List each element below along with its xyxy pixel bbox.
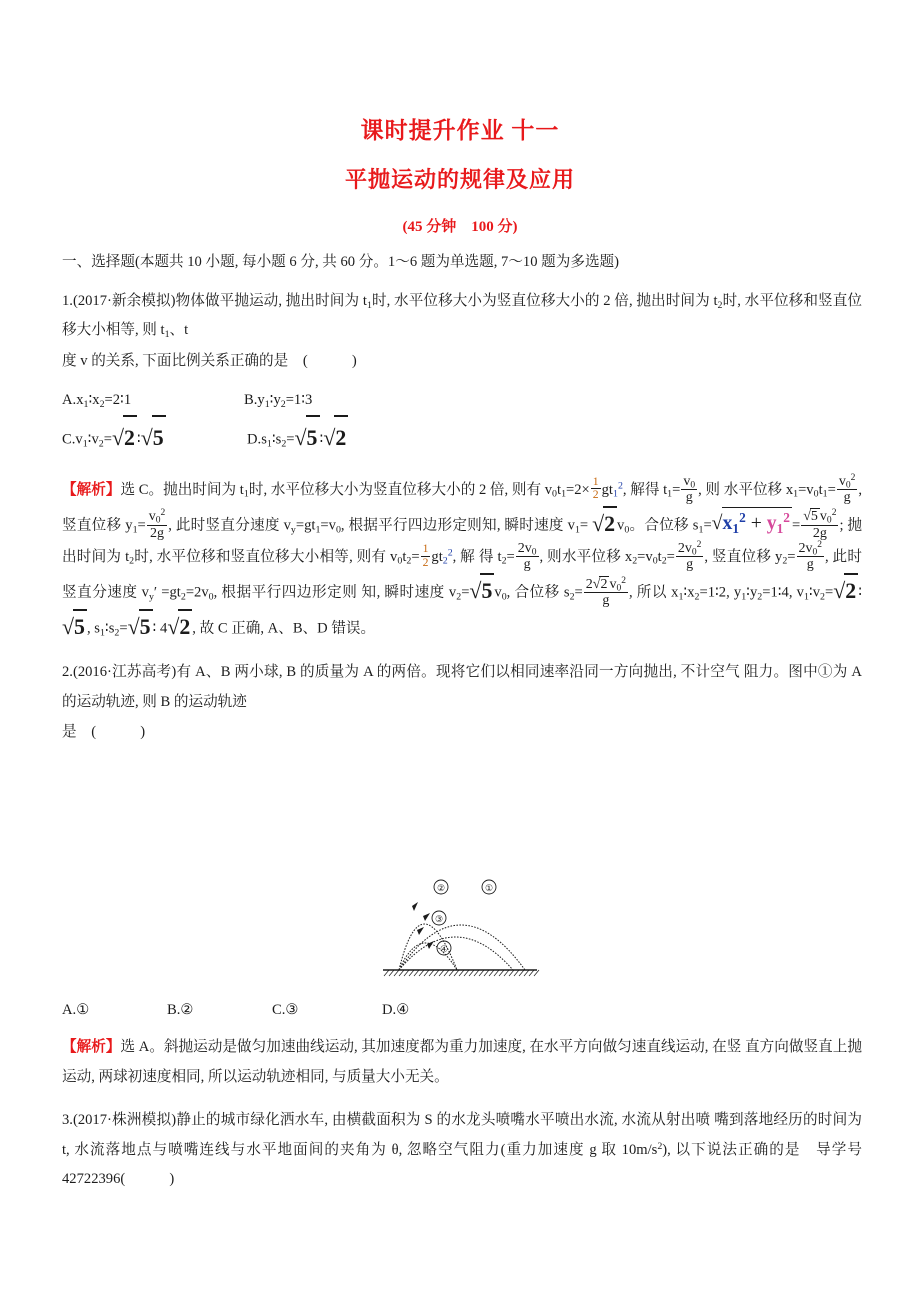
q3-source: (2017·株洲模拟) (72, 1112, 177, 1128)
q1-exp-n: , 此时竖直分速度 v (168, 517, 291, 534)
q2-option-b-text: ② (180, 1002, 194, 1018)
fraction-v0-over-g: $\frac{v_0}{g}$ (683, 473, 696, 505)
q1-option-c-tag: C. (62, 431, 76, 448)
sqrt-icon: √2 (167, 609, 192, 642)
q2-number: 2. (62, 664, 73, 681)
q1-exp-ba: , s (86, 620, 100, 637)
q1-exp-r: = (579, 517, 589, 534)
q1-number: 1. (62, 292, 73, 309)
q1-option-a-eq: =2∶1 (104, 392, 132, 408)
fraction-one-half: $\frac{1}{2}$ (422, 542, 429, 569)
sqrt-icon: √5 (128, 609, 153, 642)
question-1-stem: 1.(2017·新余模拟)物体做平抛运动, 抛出时间为 $t_1$时, 水平位移大小为竖直位移大小的 2 倍, 抛出时间为 $t_2$时, 水平位移和竖直位移大小相等, 则 $t_1$、t (62, 292, 862, 340)
q1-exp-aa: , 解 (452, 549, 475, 566)
q3-stem-sup: 2 (657, 1140, 663, 1152)
q1-exp-z: gt (431, 549, 443, 566)
q1-sub-t1: 1 (366, 299, 372, 311)
trajectory-3 (399, 937, 513, 970)
sqrt-icon: √5 (469, 573, 494, 606)
q1-option-b-lead: y (257, 392, 265, 408)
q1-exp-l: , 竖直位移 y (62, 481, 862, 534)
q1-exp-ab: 得 t (478, 549, 502, 566)
q1-exp-k: t (818, 481, 823, 498)
q1-stem-d: 、t (169, 322, 189, 338)
q1-exp-p: =v (320, 517, 336, 534)
q1-option-d-tag: D. (247, 431, 262, 448)
q1-option-d-colon: ∶ (271, 431, 276, 448)
q1-exp-x: t (402, 549, 407, 566)
q1-option-c-lead: v (75, 431, 83, 448)
q1-stem-c: 时, 水平位移和竖直位移大小相等, 则 t (62, 292, 862, 338)
sqrt-icon: √5 (295, 415, 320, 459)
trajectory-4 (399, 943, 457, 970)
q1-option-b-mid: y (273, 392, 281, 408)
q1-exp-bb: ∶s (104, 620, 115, 637)
q1-exp-ai: = (787, 549, 796, 566)
q1-option-d-eq: = (286, 431, 295, 448)
q1-stem-f: 度 v 的关系, 下面比例关系正确的是 (62, 352, 289, 369)
q2-option-b-tag: B. (167, 1002, 181, 1018)
trajectory-svg (365, 878, 555, 986)
sqrt-icon: √5 (141, 415, 166, 459)
q1-exp-m: = (137, 517, 146, 534)
arrow-traj-3b (417, 927, 424, 935)
q2-option-c-text: ③ (285, 1002, 299, 1018)
q1-option-b[interactable] (244, 385, 312, 415)
q1-exp-e: gt (601, 481, 613, 498)
q1-exp-bd: ∶ (152, 620, 157, 637)
label-1-text: ① (484, 883, 494, 893)
fraction-2sqrt2v0sq-over-g: $\frac{2√2 v_0^2}{g}$ (585, 575, 626, 609)
fraction-sqrt5v0sq-over-2g: $\frac{√5 v_0^2}{2g}$ (803, 508, 837, 541)
q2-option-d[interactable] (382, 995, 409, 1025)
q1-stem-b: 时, 水平位移大小为竖直位移大小的 2 倍, 抛出时间为 (371, 292, 710, 309)
projectile-trajectory-figure (0, 878, 920, 991)
q1-stem-a: 物体做平抛运动, 抛出时间为 t (175, 292, 367, 309)
q1-option-a-colon: ∶ (88, 392, 93, 408)
q1-option-d-mid: s (275, 431, 282, 448)
q1-exp-y: = (411, 549, 420, 566)
q1-options-row-1 (62, 385, 862, 415)
q1-option-c-colon: ∶ (87, 431, 92, 448)
q1-exp-ar: = (574, 584, 583, 601)
q3-stem-c: 取 10m/s (601, 1141, 658, 1158)
q1-exp-j: =v (798, 481, 814, 498)
q1-exp-an: 知, 瞬时速度 v (361, 584, 457, 601)
q3-stem-d: ), 以下说法正确的是 (662, 1141, 801, 1158)
q1-exp-d: =2× (566, 481, 590, 498)
q1-option-a-lead: x (76, 392, 84, 408)
q1-option-c[interactable] (62, 415, 247, 461)
q1-option-d-lead: s (261, 431, 267, 448)
sqrt-icon: √2 (833, 573, 858, 606)
q1-exp-ah: , 竖直位移 y (704, 549, 783, 566)
question-2-stem (62, 658, 862, 717)
q1-exp-o: =gt (295, 517, 316, 534)
q2-explanation-choice: 选 A。 (120, 1039, 164, 1055)
q2-stem-b: 阻力。图中①为 A 的运动轨迹, 则 B 的运动轨迹 (62, 664, 862, 710)
trajectory-2 (399, 924, 457, 970)
q1-exp-bc: = (119, 620, 128, 637)
label-2-text: ② (436, 883, 446, 893)
q1-answer-parens: ( ) (302, 352, 362, 369)
q1-exp-ax: ∶v (808, 584, 821, 601)
q1-exp-ap: v (494, 584, 502, 601)
fraction-2v0-over-g: $\frac{2v_0}{g}$ (517, 541, 537, 573)
q2-option-c[interactable] (272, 995, 382, 1025)
q1-option-b-sub1: 1 (264, 398, 270, 410)
q2-option-a-tag: A. (62, 1002, 77, 1018)
q1-option-c-eq: = (103, 431, 112, 448)
q2-option-d-text: ④ (396, 1002, 410, 1018)
q1-exp-at: ∶x (683, 584, 695, 601)
q1-option-c-mid: v (91, 431, 99, 448)
fraction-2v0sq-over-g: $\frac{2v_0^2}{g}$ (677, 540, 702, 573)
q2-option-d-tag: D. (382, 1002, 397, 1018)
q1-exp-ad: , 则水平位移 x (539, 549, 633, 566)
q1-option-a[interactable] (62, 385, 244, 415)
q1-options-row-2 (62, 415, 862, 461)
q1-option-b-tag: B. (244, 392, 258, 408)
q1-explanation: 【解析】选 C。抛出时间为 $t_1$时, 水平位移大小为竖直位移大小的 2 倍, 则有 $v_0t_1=2\times$ $\frac{1}{2}$ $gt_1^2$, 解得 $t_1=$ $\frac{v_0}{g}$ , 则 水平位移 $x_1=v_0t_1=$ $\frac{v_0^2}{g}$ , 竖直位移 $y_1=$ $\frac{v_0^2}{2g}$ , 此时竖直分速度 $v_y=gt_1=v_0$, 根据平行四边形定则知, 瞬时速度 $v_1= √2$ $v_0$。合位移 $s_1=√x_1^2 + y_1^2$ = $\frac{√5 v_0^2}{2g}$ ; 抛出时间为 $t_2$时, 水平位移和竖直位移大小相等, 则有 $v_0t_2=$ $\frac{1}{2}$ $gt_2^2$, 解 得 $t_2=$ $\frac{2v_0}{g}$ , 则水平位移 $x_2=v_0t_2=$ $\frac{2v_0^2}{g}$ , 竖直位移 $y_2=$ $\frac{2v_0^2}{g}$ , 此时竖直分速度 $v_y' =gt_2=2v_0$, 根据平行四边形定则 知, 瞬时速度 $v_2=√5$ $v_0$, 合位移 $s_2=$ $\frac{2√2 v_0^2}{g}$ , 所以 $x_1∶x_2=1∶2$, $y_1∶y_2=1∶4$, $v_1∶v_2=√2$ ∶√5 , $s_1∶s_2=√5$ ∶ 4√2 , 故 C 正确, A、B、D 错误。 (62, 474, 862, 645)
time-score-line: (45 分钟 100 分) (402, 219, 518, 235)
q2-option-a-text: ① (76, 1002, 90, 1018)
q1-option-a-sub1: 1 (83, 398, 89, 410)
q3-stem-a: 静止的城市绿化洒水车, 由横截面积为 S 的水龙头喷嘴水平喷出水流, 水流从射出喷 (176, 1112, 711, 1128)
section-heading: 一、选择题(本题共 10 小题, 每小题 6 分, 共 60 分。1～6 题为单选题, 7～10 题为多选题) (62, 254, 619, 270)
q1-exp-ao: = (461, 584, 470, 601)
fraction-one-half: $\frac{1}{2}$ (592, 474, 599, 502)
q1-exp-h: , 则 (698, 481, 721, 498)
q2-exp-line1: 斜抛运动是做匀加速曲线运动, 其加速度都为重力加速度, 在水平方向做匀速直线运动, 在竖 (163, 1039, 742, 1055)
q1-exp-ay: = (824, 584, 834, 601)
sqrt-icon: √2 (323, 415, 348, 459)
q1-option-a-mid: x (92, 392, 100, 408)
q1-option-a-sub2: 2 (99, 398, 105, 410)
q2-option-a[interactable] (62, 995, 167, 1025)
question-1-stem-end (62, 347, 862, 377)
sqrt-icon: √5 (62, 609, 87, 642)
q1-exp-a: 抛出时间为 t (163, 481, 244, 498)
q3-guide-label: 导学号 (816, 1141, 862, 1158)
question-2-stem-end (62, 718, 862, 748)
fraction-v0sq-over-g: $\frac{v_0^2}{g}$ (838, 472, 856, 505)
q1-exp-am: , 根据平行四边形定则 (213, 584, 358, 601)
page-subtitle: 平抛运动的规律及应用 (344, 167, 575, 192)
q1-exp-ag: = (666, 549, 675, 566)
sqrt-icon: √5 (803, 509, 818, 525)
sqrt-icon: √2 (112, 415, 137, 459)
q1-exp-s: v (617, 517, 625, 534)
q1-explanation-choice: 选 C。 (120, 481, 164, 498)
q2-explanation (62, 1033, 862, 1092)
q2-source: (2016·江苏高考) (72, 664, 177, 681)
q1-exp-c: t (557, 481, 562, 498)
q1-exp-az: ∶ (858, 584, 862, 601)
q1-exp-ae: =v (637, 549, 653, 566)
arrow-traj-2 (412, 902, 418, 911)
page-title: 课时提升作业 十一 (360, 118, 560, 143)
q1-option-c-sub1: 1 (82, 438, 88, 450)
q1-option-b-eq: =1∶3 (285, 392, 313, 408)
q1-option-b-colon: ∶ (269, 392, 274, 408)
q1-option-c-rcolon: ∶ (136, 431, 141, 448)
trajectory-labels (432, 880, 496, 955)
arrow-traj-4 (427, 941, 434, 949)
q1-exp-aq: , 合位移 s (506, 584, 570, 601)
q1-exp-ac: = (506, 549, 515, 566)
fraction-2v0sq-over-g: $\frac{2v_0^2}{g}$ (798, 540, 823, 573)
q1-exp-v: ; 抛出时间为 t (62, 517, 862, 566)
q1-exp-u: = (703, 517, 712, 534)
q1-option-d-rcolon: ∶ (319, 431, 324, 448)
q2-options-row (62, 995, 862, 1025)
q1-exp-g: = (672, 481, 681, 498)
sqrt-icon: $√x_1^2 + y_1^2$ (712, 507, 792, 539)
sqrt-icon: √2 (592, 506, 617, 539)
q1-option-c-sub2: 2 (98, 438, 104, 450)
q1-exp-bf: , 故 C 正确, A、B、D 错误。 (192, 620, 376, 637)
q3-answer-parens: ( ) (120, 1171, 180, 1187)
q1-option-d-sub1: 1 (266, 438, 272, 450)
q2-option-c-tag: C. (272, 1002, 286, 1018)
q1-exp-w: 时, 水平位移和竖直位移大小相等, 则有 v (134, 549, 398, 566)
q1-option-d[interactable] (247, 415, 348, 461)
q3-number: 3. (62, 1112, 73, 1128)
q1-exp-be: 4 (160, 620, 168, 637)
q2-explanation-tag: 【解析】 (62, 1039, 121, 1055)
fraction-v0sq-over-2g: $\frac{v_0^2}{2g}$ (148, 508, 166, 541)
q1-exp-aw: =1∶4, v (762, 584, 804, 601)
q3-stem-b: 嘴到落地经历的时间为 t, 水流落地点与喷嘴连线与水平地面间的夹角为 θ, 忽略空气阻力(重力加速度 g (62, 1112, 862, 1158)
q2-option-b[interactable] (167, 995, 272, 1025)
q2-stem-a: 有 A、B 两小球, B 的质量为 A 的两倍。现将它们以相同速率沿同一方向抛出, 不计空气 (176, 664, 740, 681)
q3-guide-number: 42722396 (62, 1171, 121, 1187)
q1-exp-f: , 解得 t (622, 481, 668, 498)
label-4-text: ④ (439, 944, 449, 954)
q1-exp-as: , 所以 x (629, 584, 679, 601)
q1-exp-au: =1∶2, y (699, 584, 742, 601)
q1-exp-i: 水平位移 x (723, 481, 794, 498)
q1-exp-af: t (657, 549, 662, 566)
q1-exp-q: , 根据平行四边形定则知, 瞬时速度 v (340, 517, 575, 534)
q1-source: (2017·新余模拟) (72, 292, 176, 309)
sqrt-icon: √2 (592, 576, 608, 592)
q1-exp-b: 时, 水平位移大小为竖直位移大小的 2 倍, 则有 v (248, 481, 553, 498)
q1-option-b-sub2: 2 (280, 398, 286, 410)
q2-exp-line2: 直方向做竖直上抛运动, 两球初速度相同, 所以运动轨迹相同, 与质量大小无关。 (62, 1039, 862, 1085)
arrow-traj-3 (423, 913, 430, 921)
q2-answer-parens: ( ) (91, 724, 151, 741)
ground-hatching (384, 970, 539, 976)
question-3-stem (62, 1106, 862, 1195)
q1-option-d-sub2: 2 (281, 438, 287, 450)
q1-exp-al: =2v (185, 584, 209, 601)
q2-stem-c: 是 (62, 724, 77, 741)
q1-exp-av: ∶y (746, 584, 758, 601)
q1-exp-t: 。合位移 s (629, 517, 699, 534)
q1-exp-aj: , 此时竖直分速度 v (62, 549, 862, 601)
content-body-lower (62, 995, 862, 1196)
label-3-text: ③ (434, 914, 444, 924)
q1-explanation-tag: 【解析】 (62, 481, 121, 498)
q1-exp-ak: ′ =gt (153, 584, 181, 601)
content-body (62, 248, 862, 749)
q1-option-a-tag: A. (62, 392, 77, 408)
